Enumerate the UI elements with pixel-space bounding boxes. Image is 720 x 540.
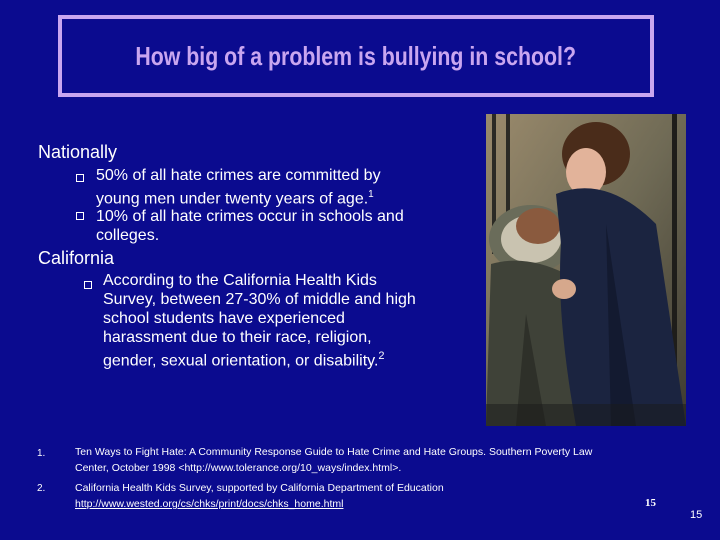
photo-two-boys bbox=[486, 114, 686, 426]
footnote-1 bbox=[75, 444, 592, 476]
bullet-square-icon bbox=[76, 212, 84, 220]
bullet-nationally-2 bbox=[96, 207, 404, 245]
footnote-line: California Health Kids Survey, supported by California Department of Education bbox=[75, 482, 444, 494]
slide-number: 15 bbox=[645, 497, 656, 509]
bullet-california-1 bbox=[103, 271, 416, 370]
bullet-line: colleges. bbox=[96, 227, 160, 244]
heading-california: California bbox=[38, 248, 115, 268]
title-box bbox=[58, 15, 654, 97]
bullet-line: 50% of all hate crimes are committed by bbox=[96, 167, 381, 184]
footnote-2 bbox=[75, 480, 444, 512]
bullet-square-icon bbox=[76, 174, 84, 182]
bullet-line: school students have experienced bbox=[103, 310, 345, 327]
bullet-line: Survey, between 27-30% of middle and high bbox=[103, 291, 416, 308]
bullet-nationally-1 bbox=[96, 166, 381, 208]
slide-number-corner: 15 bbox=[690, 509, 703, 521]
bullet-line: 10% of all hate crimes occur in schools and bbox=[96, 208, 404, 225]
bullet-line: According to the California Health Kids bbox=[103, 272, 377, 289]
slide-title: How big of a problem is bullying in school? bbox=[135, 40, 577, 71]
bullet-line: young men under twenty years of age.$^1$ bbox=[96, 189, 374, 208]
heading-nationally: Nationally bbox=[38, 142, 118, 162]
footnote-line: Ten Ways to Fight Hate: A Community Response Guide to Hate Crime and Hate Groups. Southern Poverty Law bbox=[75, 446, 593, 458]
footnote-number: 2. bbox=[37, 483, 46, 494]
footnote-number: 1. bbox=[37, 448, 46, 459]
footnote-line: Center, October 1998 <http://www.tolerance.org/10_ways/index.html>. bbox=[75, 462, 402, 474]
footnote-link[interactable]: http://www.wested.org/cs/chks/print/docs/chks_home.html bbox=[75, 498, 344, 510]
bullet-line: harassment due to their race, religion, bbox=[103, 329, 372, 346]
bullet-line: gender, sexual orientation, or disability.$^2$ bbox=[103, 350, 385, 370]
bullet-square-icon bbox=[84, 281, 92, 289]
photo-image bbox=[486, 114, 686, 426]
